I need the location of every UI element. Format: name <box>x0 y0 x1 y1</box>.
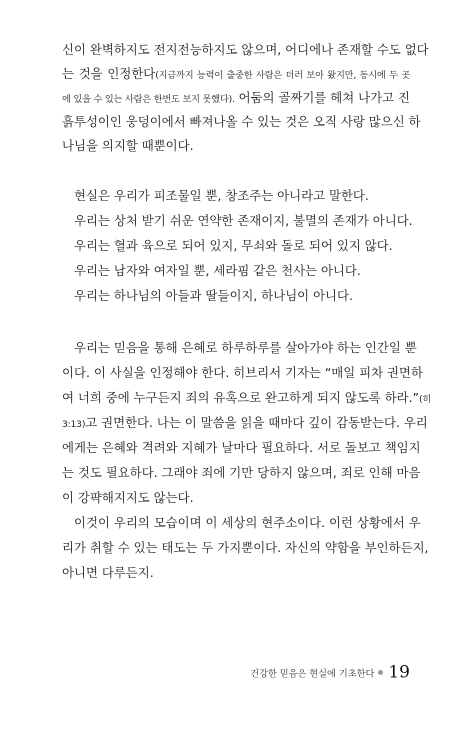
paragraph-3-line-4 <box>62 412 428 434</box>
paragraph-2-line-4: 우리는 남자와 여자일 뿐, 세라핌 같은 천사는 아니다. <box>74 263 361 278</box>
paragraph-1-line-3-main: 어둠의 골짜기를 헤쳐 나가고 진 <box>234 90 410 105</box>
paragraph-2-line-1: 현실은 우리가 피조물일 뿐, 창조주는 아니라고 말한다. <box>74 188 369 203</box>
paragraph-3-line-4-main: 고 권면한다. 나는 이 말씀을 읽을 때마다 깊이 감동받는다. 우리 <box>85 415 428 430</box>
paragraph-4-line-2: 리가 취할 수 있는 태도는 두 가지뿐이다. 자신의 약함을 부인하든지, <box>62 540 429 555</box>
paragraph-1-line-5: 나님을 의지할 때뿐이다. <box>62 138 194 153</box>
paragraph-1-line-1: 신이 완벽하지도 전지전능하지도 않으며, 어디에나 존재할 수도 없다 <box>62 42 429 57</box>
paragraph-3-line-1: 우리는 믿음을 통해 은혜로 하루하루를 살아가야 하는 인간일 뿐 <box>74 340 417 355</box>
paragraph-3-line-3-main: 여 너희 중에 누구든지 죄의 유혹으로 완고하게 되지 않도록 하라.” <box>62 390 420 405</box>
paragraph-3-line-3 <box>62 387 432 409</box>
paragraph-4-line-1: 이것이 우리의 모습이며 이 세상의 현주소이다. 이런 상황에서 우 <box>74 515 421 530</box>
paragraph-2-line-2: 우리는 상처 받기 쉬운 연약한 존재이지, 불멸의 존재가 아니다. <box>74 213 413 228</box>
parenthetical-note-end: 에 있을 수 있는 사람은 한번도 보지 못했다). <box>62 94 235 105</box>
paragraph-4-line-3: 아니면 다루든지. <box>62 565 154 580</box>
paragraph-3-line-7: 이 강퍅해지지도 않는다. <box>62 490 194 505</box>
paragraph-1-line-2-main: 는 것을 인정한다 <box>62 66 156 81</box>
paragraph-1-line-2 <box>62 63 410 85</box>
scripture-reference-start: (히 <box>419 394 432 405</box>
paragraph-2-line-5: 우리는 하나님의 아들과 딸들이지, 하나님이 아니다. <box>74 288 353 303</box>
paragraph-1-line-3 <box>62 87 410 109</box>
scripture-reference-end: 3:13) <box>62 419 86 430</box>
paragraph-1-line-4: 흙투성이인 웅덩이에서 빠져나올 수 있는 것은 오직 사랑 많으신 하 <box>62 114 421 129</box>
running-title: 건강한 믿음은 현실에 기초한다 <box>250 668 375 680</box>
paragraph-3-line-6: 는 것도 필요하다. 그래야 죄에 기만 당하지 않으며, 죄로 인해 마음 <box>62 465 421 480</box>
paragraph-3-line-2: 이다. 이 사실을 인정해야 한다. 히브리서 기자는 “매일 피차 권면하 <box>62 365 423 380</box>
page-footer <box>200 662 410 684</box>
paragraph-2-line-3: 우리는 혈과 육으로 되어 있지, 무쇠와 돌로 되어 있지 않다. <box>74 238 393 253</box>
page-number: 19 <box>388 662 410 683</box>
bullet-dot-icon <box>378 670 383 675</box>
parenthetical-note-start: (지금까지 능력이 출중한 사람은 더러 보아 왔지만, 동시에 두 곳 <box>155 70 410 81</box>
paragraph-3-line-5: 에게는 은혜와 격려와 지혜가 날마다 필요하다. 서로 돌보고 책임지 <box>62 440 421 455</box>
